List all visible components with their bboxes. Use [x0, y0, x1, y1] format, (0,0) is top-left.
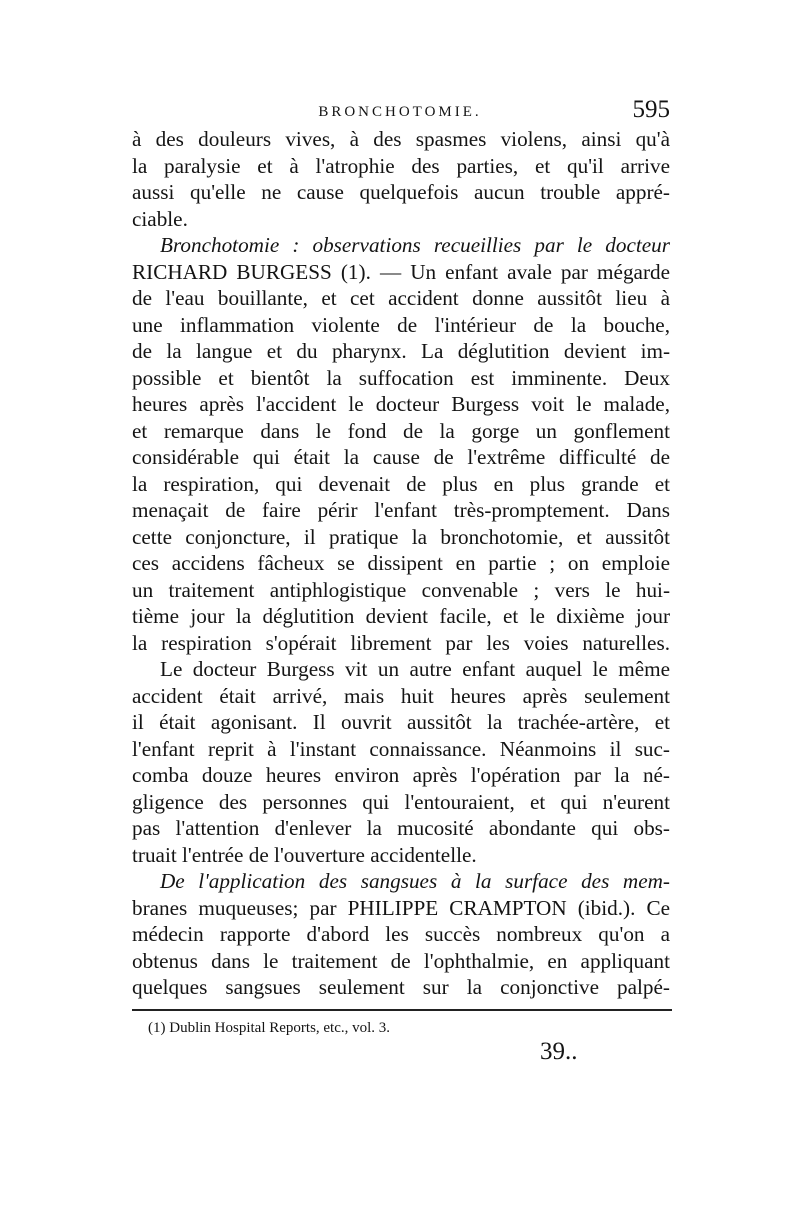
text-line: truait l'entrée de l'ouverture accidentelle. [132, 842, 477, 867]
text-line: de l'eau bouillante, et cet accident donne aussitôt lieu à [132, 286, 670, 310]
text-line: gligence des personnes qui l'entouraient, et qui n'eurent [132, 789, 670, 814]
text-line: comba douze heures environ après l'opération par la né- [132, 763, 670, 787]
text-line: quelques sangsues seulement sur la conjonctive palpé- [132, 975, 670, 999]
footnote: (1) Dublin Hospital Reports, etc., vol. 3. [148, 1020, 391, 1036]
text-line: Bronchotomie : observations recueillies par le docteur [160, 233, 670, 257]
footnote-rule [132, 1009, 672, 1011]
text-line: RICHARD BURGESS (1). — Un enfant avale par mégarde [132, 259, 670, 284]
text-line: il était agonisant. Il ouvrit aussitôt la trachée-artère, et [132, 710, 670, 734]
text-line: aussi qu'elle ne cause quelquefois aucun trouble appré- [132, 180, 670, 204]
text-line: heures après l'accident le docteur Burgess voit le malade, [132, 392, 670, 416]
text-line: De l'application des sangsues à la surface des mem- [160, 869, 670, 893]
text-line: la paralysie et à l'atrophie des parties, et qu'il arrive [132, 153, 670, 178]
text-line: et remarque dans le fond de la gorge un gonflement [132, 418, 670, 443]
text-line: ces accidens fâcheux se dissipent en partie ; on emploie [132, 551, 670, 575]
text-line: menaçait de faire périr l'enfant très-promptement. Dans [132, 498, 670, 522]
text-line: médecin rapporte d'abord les succès nombreux qu'on a [132, 922, 670, 946]
text-line: possible et bientôt la suffocation est imminente. Deux [132, 365, 670, 390]
text-line: la respiration, qui devenait de plus en plus grande et [132, 471, 670, 496]
running-title: BRONCHOTOMIE. [318, 104, 482, 120]
text-line: obtenus dans le traitement de l'ophthalmie, en appliquant [132, 948, 670, 973]
text-line: une inflammation violente de l'intérieur de la bouche, [132, 312, 670, 337]
running-head [130, 96, 670, 126]
text-line: de la langue et du pharynx. La déglutition devient im- [132, 339, 670, 363]
text-line: considérable qui était la cause de l'extrême difficulté de [132, 445, 670, 469]
text-line: un traitement antiphlogistique convenable ; vers le hui- [132, 577, 670, 602]
text-line: à des douleurs vives, à des spasmes violens, ainsi qu'à [132, 127, 670, 151]
text-line: la respiration s'opérait librement par les voies naturelles. [132, 630, 670, 655]
text-line: pas l'attention d'enlever la mucosité abondante qui obs- [132, 816, 670, 840]
body-text [132, 126, 670, 1001]
text-line: tième jour la déglutition devient facile, et le dixième jour [132, 604, 670, 628]
text-line: l'enfant reprit à l'instant connaissance. Néanmoins il suc- [132, 736, 670, 761]
signature-mark: 39.. [540, 1038, 578, 1065]
text-line: branes muqueuses; par PHILIPPE CRAMPTON (ibid.). Ce [132, 895, 670, 920]
text-line: accident était arrivé, mais huit heures après seulement [132, 683, 670, 708]
text-line: ciable. [132, 206, 188, 231]
text-line: cette conjoncture, il pratique la bronchotomie, et aussitôt [132, 524, 670, 549]
text-line: Le docteur Burgess vit un autre enfant auquel le même [160, 657, 670, 681]
page-number: 595 [632, 96, 670, 123]
